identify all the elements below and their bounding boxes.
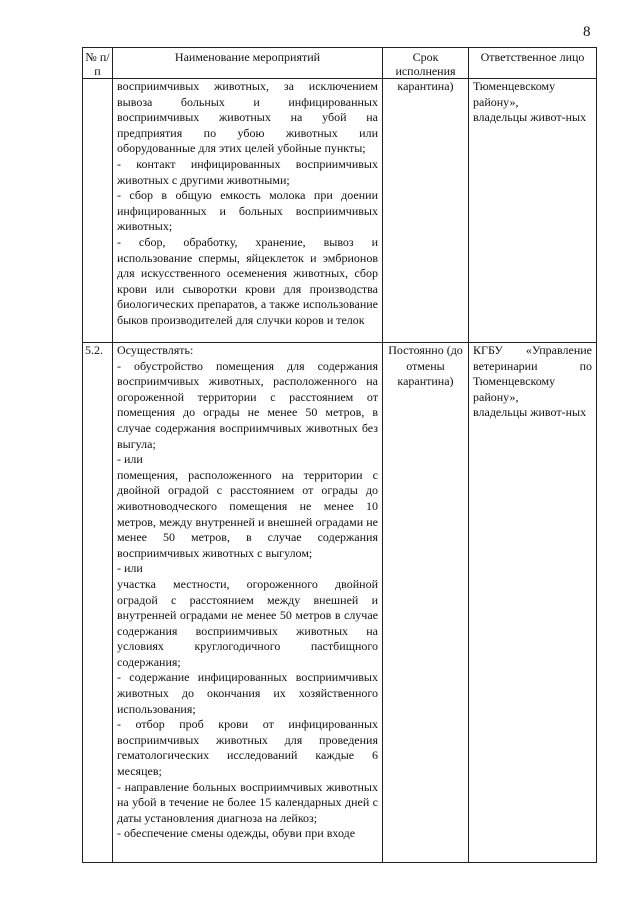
measure-item: - сбор в общую емкость молока при доении инфицированных и больных восприимчивых животных;	[117, 188, 378, 234]
row-term: карантина)	[383, 79, 469, 343]
table-row	[83, 343, 597, 863]
row-responsible	[469, 343, 597, 863]
row-term: Постоянно (до отмены карантина)	[383, 343, 469, 863]
measure-item: - или	[117, 452, 143, 467]
measure-item: восприимчивых животных, за исключением вывоза больных и инфицированных восприимчивых животных на убой на предприятия по убою животных или оборудованные для этих целей убойные пункты;	[117, 79, 378, 156]
row-description	[113, 79, 383, 343]
measure-item: Осуществлять:	[117, 343, 194, 357]
measure-item: - обустройство помещения для содержания восприимчивых животных, расположенного на огороженной территории с расстоянием от помещения до ограды не менее 50 метров, в случае содержания восприимчивых животных без выгула;	[117, 358, 378, 451]
page-number: 8	[583, 24, 591, 40]
table-row	[83, 79, 597, 343]
measures-table	[82, 47, 597, 863]
header-measures: Наименование мероприятий	[113, 48, 383, 79]
measure-item: - контакт инфицированных восприимчивых животных с другими животными;	[117, 156, 378, 187]
measure-item: - направление больных восприимчивых животных на убой в течение не более 15 календарных дней с даты установления диагноза на лейкоз;	[117, 779, 378, 825]
measure-item: - сбор, обработку, хранение, вывоз и использование спермы, яйцеклеток и эмбрионов для искусственного осеменения животных, сбор крови или сыворотки крови для производства биологических препаратов, а также использование быков производителей для случки коров и телок	[117, 234, 378, 327]
measure-item: - содержание инфицированных восприимчивых животных до окончания их хозяйственного использования;	[117, 670, 378, 716]
measure-item: - отбор проб крови от инфицированных восприимчивых животных для проведения гематологических исследований каждые 6 месяцев;	[117, 717, 378, 779]
row-responsible	[469, 79, 597, 343]
responsible-entity: Тюменцевскому району»,	[473, 79, 556, 109]
row-number: 5.2.	[83, 343, 113, 863]
responsible-entity: владельцы живот-ных	[473, 110, 587, 125]
header-responsible: Ответственное лицо	[469, 48, 597, 79]
header-number: № п/п	[83, 48, 113, 79]
measure-item: участка местности, огороженного двойной оградой с расстоянием между внешней и внутренней оградами не менее 50 метров в случае содержания восприимчивых животных на условиях круглогодичного пастбищного содержания;	[117, 576, 378, 669]
table-header-row	[83, 48, 597, 79]
measure-item: - или	[117, 561, 143, 576]
responsible-entity: владельцы живот-ных	[473, 405, 587, 420]
header-term: Срок исполнения	[383, 48, 469, 79]
measure-item: - обеспечение смены одежды, обуви при входе	[117, 826, 356, 841]
row-number	[83, 79, 113, 343]
row-description	[113, 343, 383, 863]
measure-item: помещения, расположенного на территории с двойной оградой с расстоянием от ограды до животноводческого помещения не менее 10 метров, между внутренней и внешней оградами не менее 50 метров, в случае содержания восприимчивых животных с выгулом;	[117, 467, 378, 560]
responsible-entity: КГБУ «Управление ветеринарии по Тюменцевскому району»,	[473, 343, 592, 404]
